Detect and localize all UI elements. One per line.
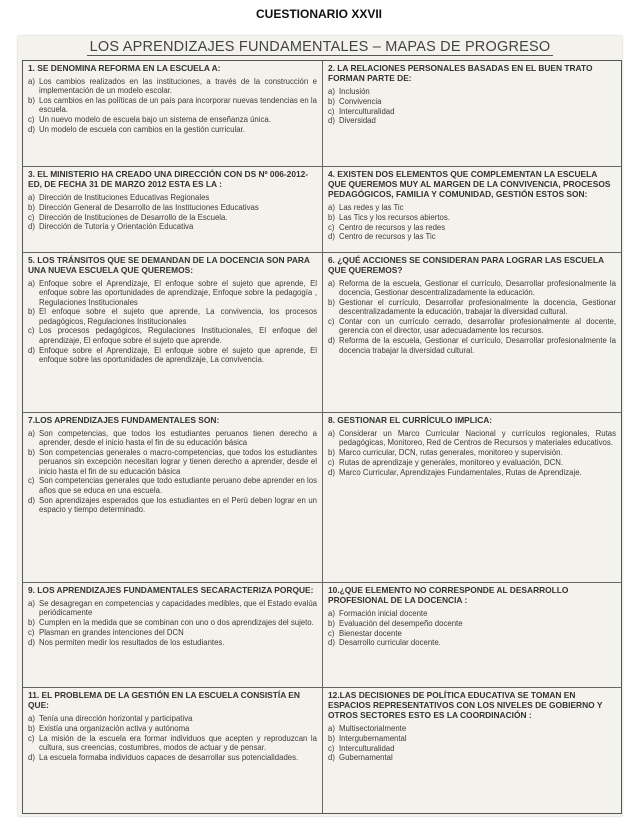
option-letter: b) <box>328 618 335 628</box>
option-text: Considerar un Marco Curricular Nacional y currículos regionales, Rutas pedagógicas, Monitoreo, Red de Centros de Recursos y materiales educativos. <box>339 429 616 448</box>
option-text: Intergubernamental <box>339 733 407 743</box>
option-text: Las Tics y los recursos abiertos. <box>339 212 450 222</box>
option-text: Enfoque sobre el Aprendizaje, El enfoque sobre el sujeto que aprende, El enfoque sobre las oportunidades de aprendizaje, Enfoque sobre la pedagogía , Regulaciones Institucionales <box>39 279 317 307</box>
option-item <box>328 458 616 467</box>
question-cell-7 <box>23 413 323 583</box>
options-list <box>328 609 616 648</box>
options-list <box>328 203 616 242</box>
option-text: Son competencias, que todos los estudiantes peruanos tienen derecho a aprender, desde el inicio hasta el fin de su educación básica <box>39 429 317 448</box>
option-letter: b) <box>328 298 335 308</box>
option-item <box>328 336 616 355</box>
option-text: Tenía una dirección horizontal y participativa <box>39 714 193 723</box>
option-text: Los procesos pedagógicos, Regulaciones Institucionales, El enfoque del aprendizaje, El enfoque sobre el sujeto que aprende. <box>39 326 317 345</box>
question-text: 12.LAS DECISIONES DE POLÍTICA EDUCATIVA SE TOMAN EN ESPACIOS REPRESENTATIVOS CON LOS NIVELES DE GOBIERNO Y OTROS SECTORES ESTO ES LA COORDINACIÓN : <box>328 690 603 720</box>
option-item <box>328 97 616 106</box>
option-letter: c) <box>28 627 35 637</box>
question-text: 3. EL MINISTERIO HA CREADO UNA DIRECCIÓN CON DS Nº 006-2012-ED, DE FECHA 31 DE MARZO 2012 ESTA ES LA : <box>28 169 309 189</box>
option-item <box>28 213 317 222</box>
option-letter: a) <box>28 279 35 288</box>
option-letter: d) <box>28 345 35 355</box>
question-text: 8. GESTIONAR EL CURRÍCULO IMPLICA: <box>328 415 493 425</box>
option-text: Dirección de Tutoría y Orientación Educativa <box>39 222 194 232</box>
option-text: Gubernamental <box>339 753 393 763</box>
option-text: Multisectorialmente <box>339 724 407 733</box>
option-item <box>328 629 616 638</box>
options-list <box>28 599 317 647</box>
option-letter: b) <box>28 96 35 106</box>
option-letter: a) <box>328 203 335 212</box>
option-letter: c) <box>328 457 335 467</box>
option-letter: b) <box>328 96 335 106</box>
option-text: Se desagregan en competencias y capacidades medibles, que el Estado evalúa periódicamente <box>39 599 317 618</box>
option-letter: b) <box>28 202 35 212</box>
options-list <box>28 279 317 364</box>
question-text: 11. EL PROBLEMA DE LA GESTIÓN EN LA ESCUELA CONSISTÍA EN QUE: <box>28 690 300 710</box>
option-letter: a) <box>28 599 35 608</box>
option-item <box>328 298 616 317</box>
option-text: Un nuevo modelo de escuela bajo un sistema de enseñanza única. <box>39 115 271 125</box>
option-letter: b) <box>328 733 335 743</box>
question-cell-8 <box>323 413 621 583</box>
option-item <box>28 618 317 627</box>
option-letter: d) <box>328 638 335 648</box>
option-text: Bienestar docente <box>339 628 402 638</box>
option-item <box>328 638 616 647</box>
option-item <box>328 619 616 628</box>
option-letter: c) <box>28 476 35 486</box>
options-list <box>328 724 616 763</box>
option-text: Enfoque sobre el Aprendizaje, El enfoque sobre el sujeto que aprende, El enfoque sobre las oportunidades de aprendizaje, La convivencia. <box>39 345 317 364</box>
question-cell-10 <box>323 583 621 688</box>
option-text: Inclusión <box>339 87 370 96</box>
option-item <box>28 429 317 448</box>
option-item <box>28 279 317 307</box>
option-item <box>28 638 317 647</box>
option-item <box>28 203 317 212</box>
option-item <box>28 714 317 723</box>
question-cell-11 <box>23 688 323 813</box>
option-text: Gestionar el currículo, Desarrollar profesionalmente la docencia, Gestionar descentralizadamente la educación, trabajar la diversidad cultural. <box>339 298 616 317</box>
option-item <box>28 724 317 733</box>
option-letter: a) <box>28 714 35 723</box>
option-item <box>328 468 616 477</box>
question-text: 4. EXISTEN DOS ELEMENTOS QUE COMPLEMENTAN LA ESCUELA QUE QUEREMOS MUY AL MARGEN DE LA CONVIVENCIA, PROCESOS PEDAGÓGICOS, FAMILIA Y COMUNIDAD, GESTIÓN ESTOS SON: <box>328 169 611 199</box>
option-letter: b) <box>28 618 35 628</box>
option-text: Nos permiten medir los resultados de los estudiantes. <box>39 637 225 647</box>
option-item <box>28 599 317 618</box>
option-text: Reforma de la escuela, Gestionar el currículo, Desarrollar profesionalmente la docencia trabajar la diversidad cultural. <box>339 336 616 355</box>
option-item <box>28 115 317 124</box>
option-item <box>28 222 317 231</box>
question-text: 10.¿QUE ELEMENTO NO CORRESPONDE AL DESARROLLO PROFESIONAL DE LA DOCENCIA : <box>328 585 569 605</box>
option-text: Son competencias generales o macro-competencias, que todos los estudiantes peruanos sin excepción necesitan lograr y tienen derecho a aprender, desde el inicio hasta el fin de su educación básica <box>39 448 317 476</box>
option-letter: b) <box>328 448 335 458</box>
option-item <box>328 753 616 762</box>
option-letter: b) <box>28 723 35 733</box>
options-list <box>328 87 616 126</box>
question-cell-1 <box>23 61 323 167</box>
option-item <box>328 429 616 448</box>
options-list <box>328 429 616 477</box>
question-cell-12 <box>323 688 621 813</box>
option-item <box>28 448 317 476</box>
option-text: Interculturalidad <box>339 106 395 116</box>
option-text: Centro de recursos y las redes <box>339 222 446 232</box>
document-title: LOS APRENDIZAJES FUNDAMENTALES – MAPAS DE PROGRESO <box>87 39 554 56</box>
option-text: Marco curricular, DCN, rutas generales, monitoreo y supervisión. <box>339 448 563 458</box>
question-text: 9. LOS APRENDIZAJES FUNDAMENTALES SECARACTERIZA PORQUE: <box>28 585 314 595</box>
option-item <box>328 448 616 457</box>
option-letter: d) <box>328 116 335 126</box>
option-item <box>28 326 317 345</box>
option-letter: c) <box>28 733 35 743</box>
option-item <box>28 125 317 134</box>
option-text: Existía una organización activa y autónoma <box>39 723 190 733</box>
option-text: La misión de la escuela era formar individuos que acepten y reproduzcan la cultura, sus creencias, costumbres, modos de actuar y de pensar. <box>39 733 317 752</box>
option-text: Las redes y las Tic <box>339 203 404 212</box>
option-text: Los cambios realizados en las instituciones, a través de la construcción e implementación de un modelo escolar. <box>39 77 317 96</box>
option-item <box>328 317 616 336</box>
option-letter: d) <box>28 222 35 232</box>
option-item <box>328 223 616 232</box>
option-text: Son aprendizajes esperados que los estudiantes en el Perú deben lograr en un espacio y tiempo determinado. <box>39 495 317 514</box>
option-item <box>28 77 317 96</box>
option-item <box>328 232 616 241</box>
option-letter: d) <box>328 467 335 477</box>
option-text: Los cambios en las políticas de un país para incorporar nuevas tendencias en la escuela. <box>39 96 317 115</box>
questions-grid <box>22 60 622 814</box>
option-text: La escuela formaba individuos capaces de desarrollar sus potencialidades. <box>39 752 299 762</box>
option-item <box>328 734 616 743</box>
option-letter: a) <box>328 609 335 618</box>
option-text: Un modelo de escuela con cambios en la gestión curricular. <box>39 124 245 134</box>
option-text: Dirección General de Desarrollo de las Instituciones Educativas <box>39 202 259 212</box>
question-cell-4 <box>323 167 621 253</box>
option-item <box>328 87 616 96</box>
option-text: Interculturalidad <box>339 743 395 753</box>
option-item <box>328 107 616 116</box>
option-text: Formación inicial docente <box>339 609 428 618</box>
option-text: Dirección de Instituciones Educativas Regionales <box>39 193 210 202</box>
option-text: Contar con un currículo cerrado, desarrollar profesionalmente al docente, gerencia con el director, usar adecuadamente los recursos. <box>339 317 616 336</box>
option-text: Reforma de la escuela, Gestionar el currículo, Desarrollar profesionalmente la docencia, Gestionar descentralizadamente la educación. <box>339 279 616 298</box>
option-item <box>328 203 616 212</box>
option-letter: a) <box>328 724 335 733</box>
question-text: 6. ¿QUÉ ACCIONES SE CONSIDERAN PARA LOGRAR LAS ESCUELA QUE QUEREMOS? <box>328 255 604 275</box>
option-letter: a) <box>328 87 335 96</box>
options-list <box>28 714 317 762</box>
option-item <box>28 496 317 515</box>
option-item <box>28 193 317 202</box>
option-letter: c) <box>328 222 335 232</box>
option-letter: d) <box>28 495 35 505</box>
question-cell-3 <box>23 167 323 253</box>
question-text: 1. SE DENOMINA REFORMA EN LA ESCUELA A: <box>28 63 221 73</box>
option-letter: c) <box>328 743 335 753</box>
option-text: Centro de recursos y las Tic <box>339 232 436 242</box>
option-text: Plasman en grandes intenciones del DCN <box>39 627 184 637</box>
option-letter: d) <box>28 752 35 762</box>
question-text: 5. LOS TRÁNSITOS QUE SE DEMANDAN DE LA DOCENCIA SON PARA UNA NUEVA ESCUELA QUE QUEREMOS: <box>28 255 310 275</box>
option-letter: d) <box>328 336 335 346</box>
question-cell-2 <box>323 61 621 167</box>
option-item <box>328 609 616 618</box>
option-text: Convivencia <box>339 96 382 106</box>
option-item <box>28 96 317 115</box>
option-text: Son competencias generales que todo estudiante peruano debe aprender en los años que se educa en una escuela. <box>39 476 317 495</box>
option-letter: c) <box>28 115 35 125</box>
option-letter: a) <box>328 279 335 288</box>
question-cell-9 <box>23 583 323 688</box>
option-letter: d) <box>28 124 35 134</box>
option-item <box>328 724 616 733</box>
option-letter: c) <box>328 106 335 116</box>
option-letter: b) <box>28 307 35 317</box>
option-item <box>328 279 616 298</box>
option-item <box>328 116 616 125</box>
option-item <box>28 346 317 365</box>
options-list <box>28 429 317 514</box>
option-letter: d) <box>28 637 35 647</box>
option-text: Rutas de aprendizaje y generales, monitoreo y evaluación, DCN. <box>339 457 564 467</box>
question-cell-5 <box>23 253 323 413</box>
option-letter: c) <box>28 326 35 336</box>
options-list <box>328 279 616 355</box>
option-letter: a) <box>328 429 335 438</box>
option-item <box>28 476 317 495</box>
question-text: 7.LOS APRENDIZAJES FUNDAMENTALES SON: <box>28 415 220 425</box>
option-text: Dirección de Instituciones de Desarrollo de la Escuela. <box>39 212 228 222</box>
option-item <box>28 753 317 762</box>
option-letter: a) <box>28 429 35 438</box>
option-text: Marco Curricular, Aprendizajes Fundamentales, Rutas de Aprendizaje. <box>339 467 582 477</box>
document-title-wrap <box>18 39 622 55</box>
option-item <box>28 734 317 753</box>
option-letter: b) <box>328 212 335 222</box>
option-letter: a) <box>28 77 35 86</box>
option-text: Cumplen en la medida que se combinan con uno o dos aprendizajes del sujeto. <box>39 618 314 628</box>
option-letter: a) <box>28 193 35 202</box>
option-text: Diversidad <box>339 116 376 126</box>
options-list <box>28 193 317 232</box>
option-text: El enfoque sobre el sujeto que aprende, La convivencia, los procesos pedagógicos, Regulaciones Institucionales <box>39 307 317 326</box>
option-item <box>328 213 616 222</box>
option-letter: c) <box>328 628 335 638</box>
option-text: Desarrollo curricular docente. <box>339 638 441 648</box>
question-cell-6 <box>323 253 621 413</box>
page-title: CUESTIONARIO XXVII <box>255 7 383 21</box>
option-letter: d) <box>328 753 335 763</box>
option-letter: b) <box>28 448 35 458</box>
option-letter: c) <box>328 317 335 327</box>
option-letter: c) <box>28 212 35 222</box>
option-item <box>328 744 616 753</box>
options-list <box>28 77 317 134</box>
scanned-questionnaire <box>18 36 622 816</box>
question-text: 2. LA RELACIONES PERSONALES BASADAS EN EL BUEN TRATO FORMAN PARTE DE: <box>328 63 593 83</box>
option-text: Evaluación del desempeño docente <box>339 618 463 628</box>
option-item <box>28 628 317 637</box>
option-item <box>28 307 317 326</box>
option-letter: d) <box>328 232 335 242</box>
